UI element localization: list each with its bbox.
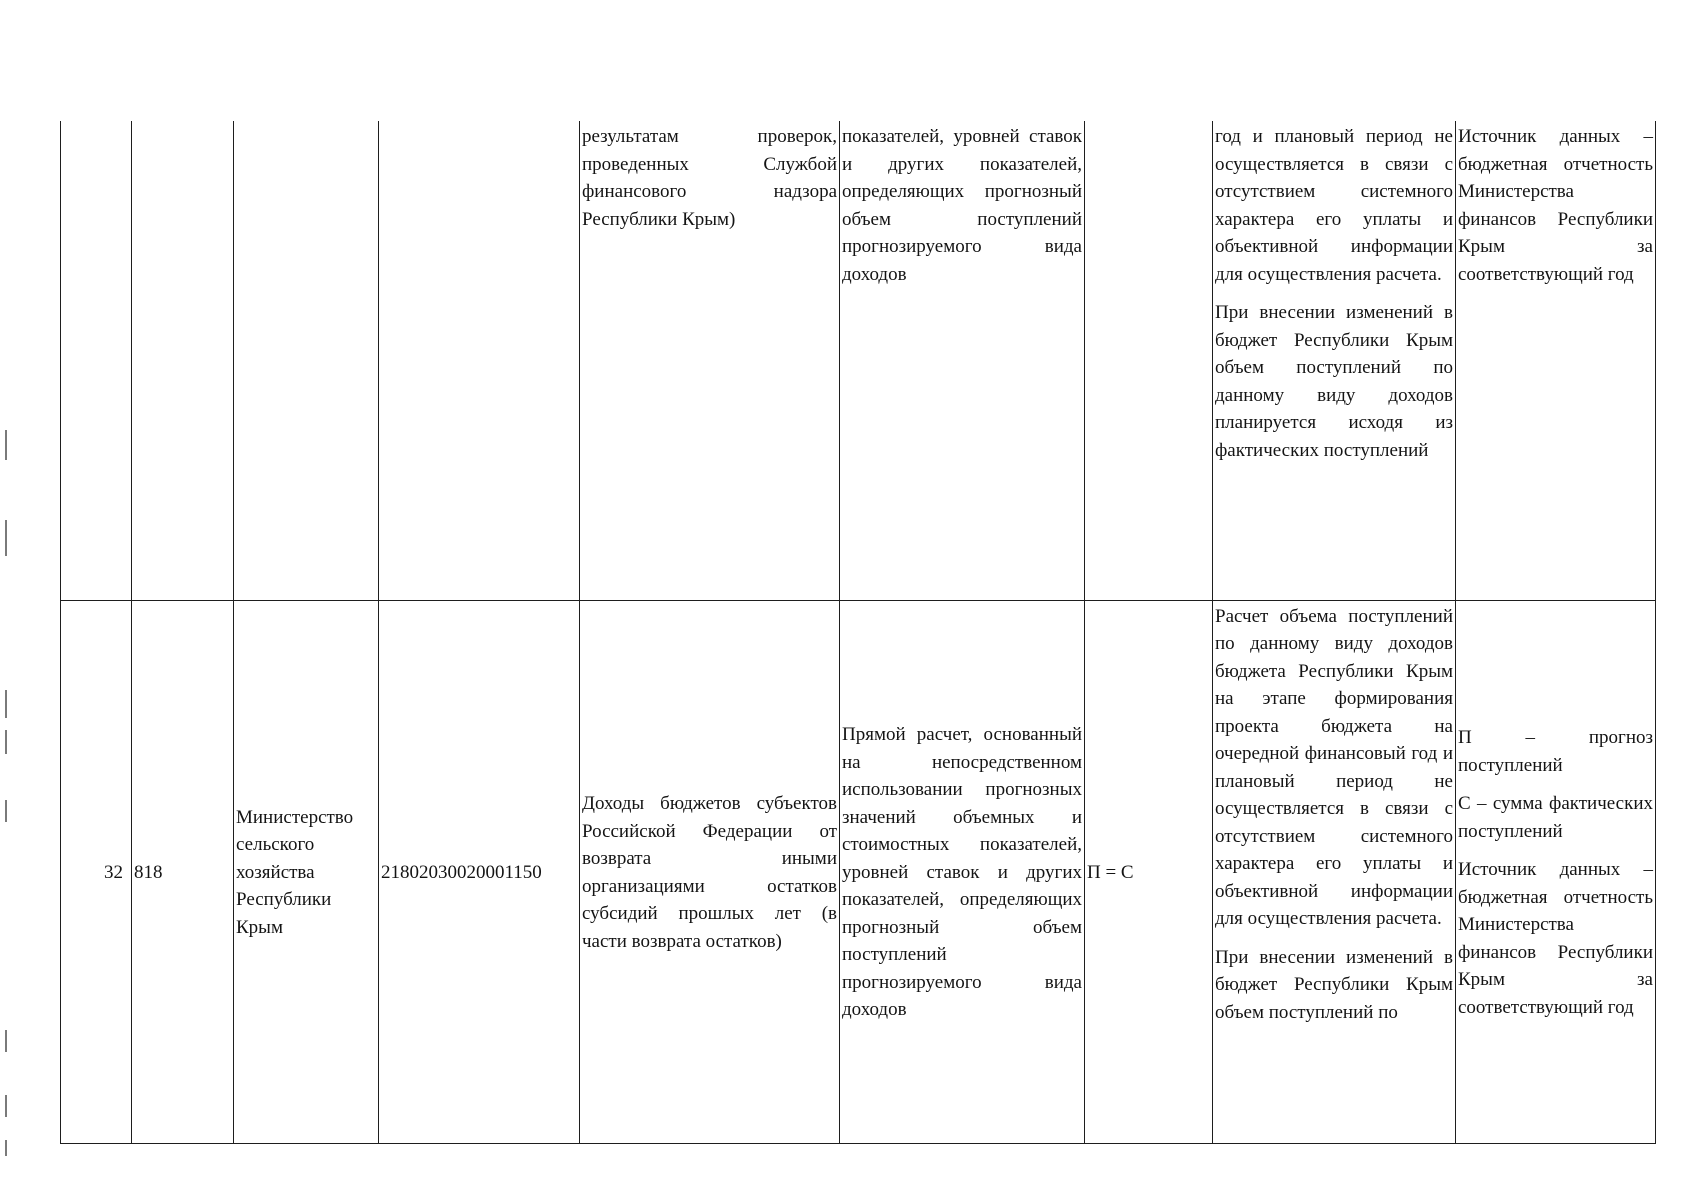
cell-administrator — [234, 121, 379, 600]
cell-formula — [1085, 121, 1213, 600]
legend-actual-sum: С – сумма фактических поступлений — [1458, 793, 1653, 842]
methodology-table — [60, 121, 1656, 1144]
income-name-text: Доходы бюджетов субъектов Российской Федерации от возврата иными организациями остатков субсидий прошлых лет (в части возврата остатков) — [582, 793, 837, 952]
algorithm-paragraph: При внесении изменений в бюджет Республики Крым объем поступлений по — [1215, 946, 1453, 1023]
table-row-continued — [61, 121, 1656, 600]
legend-forecast: П – прогноз поступлений — [1458, 727, 1653, 776]
cell-row-number — [61, 121, 132, 600]
legend-data-source: Источник данных – бюджетная отчетность Министерства финансов Республики Крым за соответствующий год — [1458, 859, 1653, 1018]
scan-artifact — [5, 730, 7, 754]
algorithm-paragraph: год и плановый период не осуществляется в связи с отсутствием системного характера его уплаты и объективной информации для осуществления расчета. — [1215, 126, 1453, 285]
scan-artifact — [5, 1140, 7, 1156]
scan-artifact — [5, 430, 7, 460]
data-source-text: Источник данных – бюджетная отчетность Министерства финансов Республики Крым за соответствующий год — [1458, 126, 1653, 285]
cell-income-name — [580, 600, 840, 1143]
indicator-legend — [1458, 724, 1653, 1021]
algorithm-paragraph: Расчет объема поступлений по данному виду доходов бюджета Республики Крым на этапе формирования проекта бюджета на очередной финансовый год и плановый период не осуществляется в связи с отсутствием системного характера его уплаты и объективной информации для осуществления расчета. — [1215, 605, 1453, 929]
scan-artifact — [5, 690, 7, 718]
algorithm-paragraph: При внесении изменений в бюджет Республики Крым объем поступлений по данному виду доходов планируется исходя из фактических поступлений — [1215, 302, 1453, 461]
table-row-32 — [61, 600, 1656, 1143]
cell-admin-code — [132, 121, 234, 600]
cell-row-number: 32 — [61, 600, 132, 1143]
cell-kbk: 21802030020001150 — [379, 600, 580, 1143]
scan-artifact — [5, 800, 7, 822]
cell-administrator: Министерство сельского хозяйства Республики Крым — [234, 600, 379, 1143]
income-name-text: результатам проверок, проведенных Службой финансового надзора Республики Крым) — [582, 126, 837, 230]
cell-indicators — [1456, 600, 1656, 1143]
cell-indicators — [1456, 121, 1656, 600]
cell-admin-code: 818 — [132, 600, 234, 1143]
cell-algorithm — [1213, 600, 1456, 1143]
cell-formula: П = С — [1085, 600, 1213, 1143]
scan-artifact — [5, 1095, 7, 1117]
cell-calculation-method — [840, 600, 1085, 1143]
calculation-method-text: показателей, уровней ставок и других показателей, определяющих прогнозный объем поступлений прогнозируемого вида доходов — [842, 126, 1082, 285]
cell-calculation-method — [840, 121, 1085, 600]
scan-artifact — [5, 1030, 7, 1052]
calculation-method-text: Прямой расчет, основанный на непосредственном использовании прогнозных значений объемных и стоимостных показателей, уровней ставок и других показателей, определяющих прогнозный объем поступлений прогнозируемого вида доходов — [842, 724, 1082, 1021]
cell-income-name — [580, 121, 840, 600]
scan-artifact — [5, 520, 7, 556]
cell-algorithm — [1213, 121, 1456, 600]
cell-kbk — [379, 121, 580, 600]
